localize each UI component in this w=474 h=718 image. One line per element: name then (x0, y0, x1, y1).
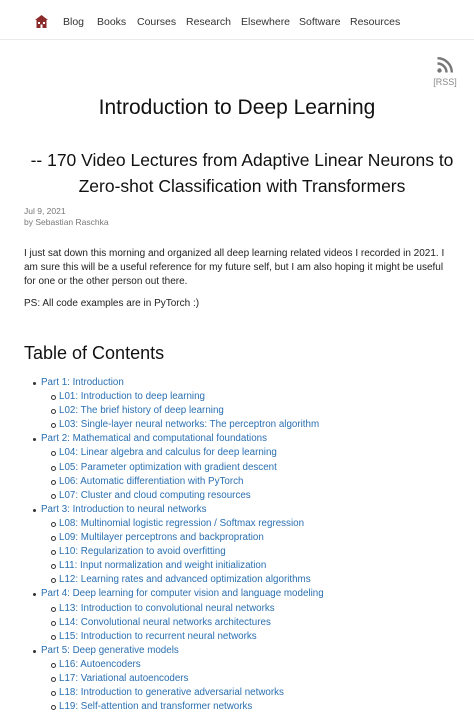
post-meta (24, 206, 109, 228)
toc-lecture-item (24, 418, 324, 432)
top-nav (0, 0, 474, 40)
rss-icon[interactable] (432, 57, 458, 73)
toc-lecture-item (24, 630, 324, 644)
nav-courses[interactable]: Courses (137, 16, 177, 28)
toc-lecture-link[interactable]: L18: Introduction to generative adversarial networks (59, 687, 284, 699)
toc-lecture-link[interactable]: L14: Convolutional neural networks architectures (59, 616, 271, 628)
toc-lecture-link[interactable]: L03: Single-layer neural networks: The perceptron algorithm (59, 419, 320, 431)
nav-blog[interactable]: Blog (63, 16, 85, 28)
toc-lecture-link[interactable]: L02: The brief history of deep learning (59, 405, 224, 417)
toc-lecture-link[interactable]: L11: Input normalization and weight initialization (59, 560, 267, 572)
nav-research[interactable]: Research (186, 16, 231, 28)
toc-part-link[interactable]: Part 3: Introduction to neural networks (41, 503, 207, 515)
post-author: by Sebastian Raschka (24, 217, 109, 227)
toc-lecture-item (24, 672, 324, 686)
toc-lecture-link[interactable]: L08: Multinomial logistic regression / Softmax regression (59, 517, 305, 529)
toc-lecture-item (24, 573, 324, 587)
toc-lecture-item (24, 390, 324, 404)
toc-lecture-item (24, 545, 324, 559)
toc-lecture-item (24, 658, 324, 672)
rss-label[interactable]: [RSS] (433, 77, 457, 87)
page-title: Introduction to Deep Learning (98, 96, 376, 119)
toc-list (24, 376, 324, 714)
intro-paragraph: I just sat down this morning and organized all deep learning related videos I recorded in 2021. I am sure this will be a useful reference for my future self, but I am also hoping it might be useful for one or the other person out there. (24, 248, 445, 287)
ps-paragraph: PS: All code examples are in PyTorch :) (24, 298, 200, 309)
toc-part-link[interactable]: Part 1: Introduction (41, 377, 124, 388)
nav-software[interactable]: Software (299, 16, 341, 28)
toc-lecture-link[interactable]: L01: Introduction to deep learning (59, 391, 205, 403)
house-logo-icon[interactable] (35, 15, 48, 29)
toc-lecture-item (24, 461, 324, 475)
toc-lecture-link[interactable]: L17: Variational autoencoders (59, 672, 189, 684)
toc-lecture-link[interactable]: L19: Self-attention and transformer networks (59, 701, 253, 713)
toc-lecture-link[interactable]: L04: Linear algebra and calculus for deep learning (59, 447, 277, 459)
toc-lecture-item (24, 559, 324, 573)
nav-elsewhere[interactable]: Elsewhere (241, 16, 291, 28)
post-date: Jul 9, 2021 (24, 206, 66, 216)
toc-part-item (24, 587, 324, 601)
nav-resources[interactable]: Resources (350, 16, 401, 28)
toc-lecture-item (24, 446, 324, 460)
page-subtitle: -- 170 Video Lectures from Adaptive Linear Neurons to Zero-shot Classification with Transformers (30, 150, 454, 196)
toc-lecture-item (24, 475, 324, 489)
toc-part-item (24, 644, 324, 658)
toc-part-item (24, 503, 324, 517)
toc-lecture-link[interactable]: L16: Autoencoders (59, 658, 141, 670)
toc-part-link[interactable]: Part 4: Deep learning for computer vision and language modeling (41, 588, 324, 600)
toc-lecture-link[interactable]: L10: Regularization to avoid overfitting (59, 546, 226, 558)
toc-lecture-item (24, 686, 324, 700)
toc-part-link[interactable]: Part 5: Deep generative models (41, 644, 179, 656)
toc-lecture-link[interactable]: L06: Automatic differentiation with PyTorch (59, 475, 244, 487)
toc-lecture-item (24, 489, 324, 503)
toc-lecture-item (24, 531, 324, 545)
toc-lecture-item (24, 602, 324, 616)
toc-lecture-link[interactable]: L07: Cluster and cloud computing resources (59, 489, 251, 501)
nav-books[interactable]: Books (97, 16, 127, 28)
toc-lecture-link[interactable]: L13: Introduction to convolutional neural networks (59, 602, 275, 614)
toc-part-item (24, 376, 324, 390)
toc-part-link[interactable]: Part 2: Mathematical and computational foundations (41, 433, 268, 445)
toc-lecture-item (24, 404, 324, 418)
toc-lecture-link[interactable]: L05: Parameter optimization with gradient descent (59, 461, 277, 473)
toc-lecture-item (24, 517, 324, 531)
toc-lecture-link[interactable]: L12: Learning rates and advanced optimization algorithms (59, 574, 311, 586)
rss-link[interactable] (432, 57, 458, 87)
toc-lecture-item (24, 700, 324, 714)
toc-lecture-link[interactable]: L09: Multilayer perceptrons and backpropration (59, 532, 264, 544)
toc-lecture-link[interactable]: L15: Introduction to recurrent neural networks (59, 630, 257, 642)
toc-lecture-item (24, 616, 324, 630)
toc-part-item (24, 432, 324, 446)
toc-heading: Table of Contents (24, 343, 165, 363)
